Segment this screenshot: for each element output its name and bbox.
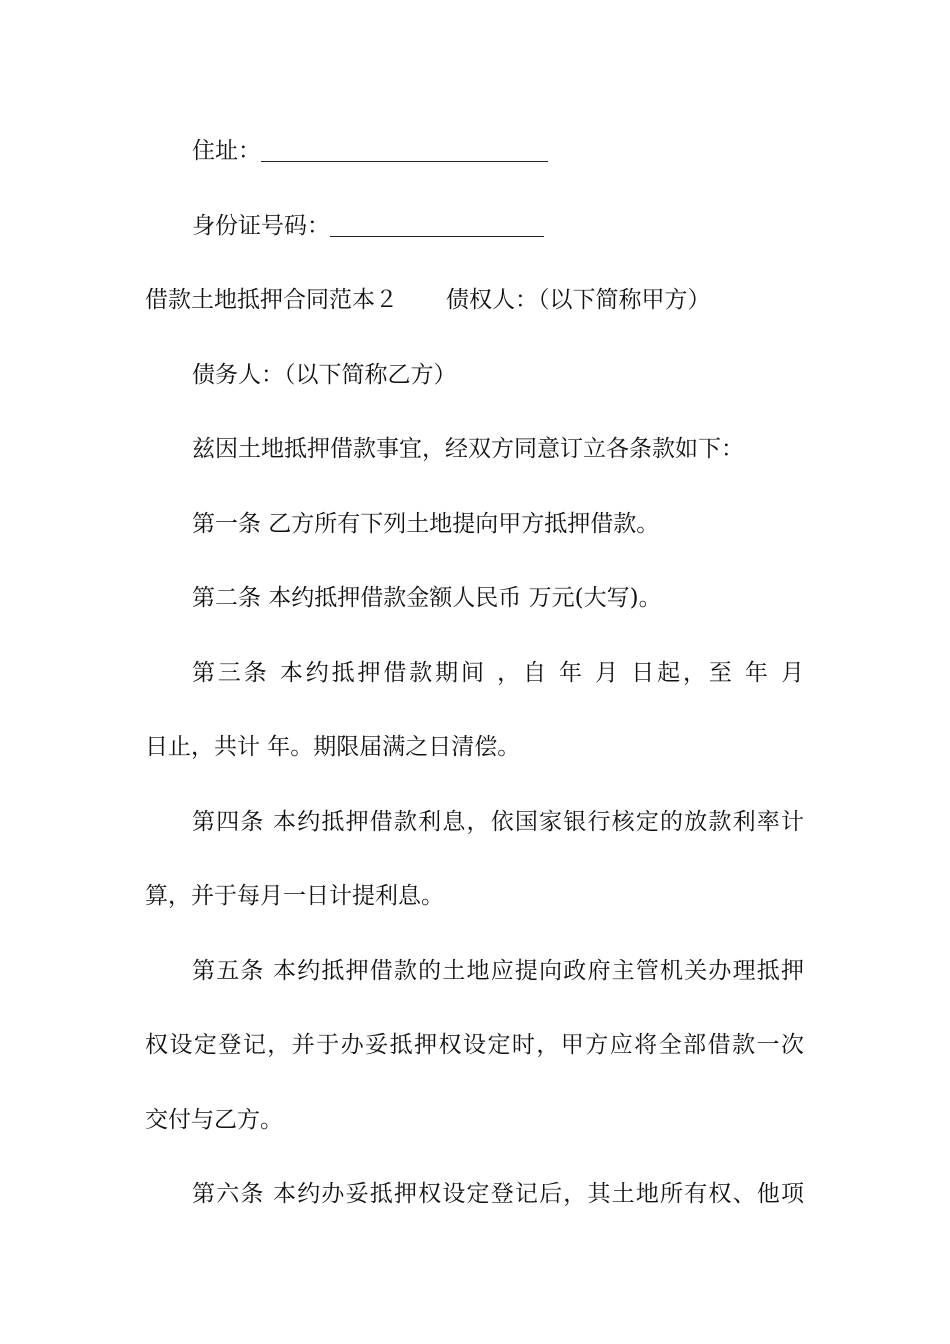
clause-1-line: 第一条 乙方所有下列土地提向甲方抵押借款。 [192,511,660,537]
id-number-blank-line [330,212,544,237]
creditor-line: 债权人：（以下简称甲方） [446,287,711,313]
clause-4-line-1: 第四条 本约抵押借款利息，依国家银行核定的放款利率计 [192,809,804,835]
contract-heading-row [0,280,950,320]
id-number-field-row [0,206,950,246]
clause-4-line-2: 算，并于每月一日计提利息。 [145,883,444,909]
clause-5-line-2: 权设定登记，并于办妥抵押权设定时，甲方应将全部借款一次 [145,1032,804,1058]
address-blank-line [261,137,548,162]
clause-5-line-1: 第五条 本约抵押借款的土地应提向政府主管机关办理抵押 [192,958,804,984]
contract-title: 借款土地抵押合同范本２ [145,287,398,313]
id-number-label: 身份证号码： [192,213,330,239]
clause-3-line-2: 日止，共计 年。期限届满之日清偿。 [145,734,521,760]
debtor-line: 债务人：（以下简称乙方） [192,362,457,388]
clause-6-line-1: 第六条 本约办妥抵押权设定登记后，其土地所有权、他项 [192,1181,804,1207]
preamble-line: 兹因土地抵押借款事宜，经双方同意订立各条款如下： [192,436,744,462]
clause-3-line-1: 第三条 本约抵押借款期间 ，自 年 月 日起，至 年 月 [192,660,804,686]
address-label: 住址： [192,138,261,164]
address-field-row [0,131,950,171]
clause-5-line-3: 交付与乙方。 [145,1107,283,1133]
clause-2-line: 第二条 本约抵押借款金额人民币 万元(大写)。 [192,585,662,611]
